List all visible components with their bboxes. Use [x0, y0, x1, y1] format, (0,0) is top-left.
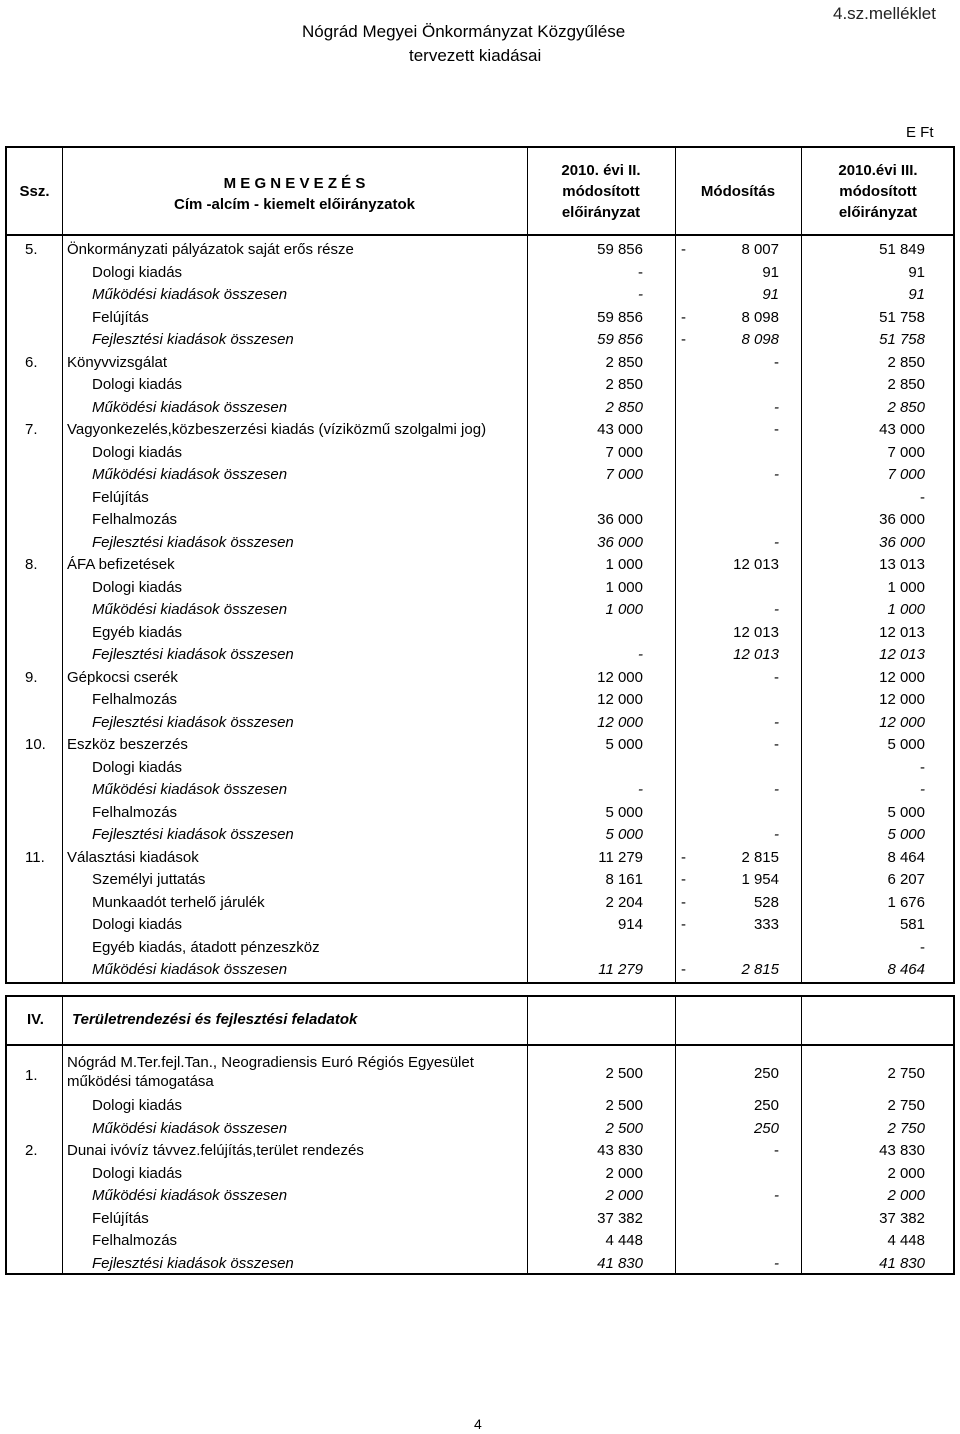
row-name: Választási kiadások [67, 848, 199, 866]
row-value-col3: 12 013 [879, 623, 925, 641]
row-value-col2: 2 815 [741, 961, 779, 978]
row-value-col1: 2 850 [605, 353, 643, 371]
row-name: Fejlesztési kiadások összesen [92, 331, 294, 348]
table-row [7, 239, 953, 261]
document-title-line2: tervezett kiadásai [409, 46, 542, 65]
row-value-col3: 5 000 [887, 803, 925, 821]
table-row [7, 329, 953, 351]
row-value-col1: 59 856 [597, 241, 643, 258]
row-name: Felhalmozás [92, 1232, 178, 1249]
row-value-col2: - [774, 601, 779, 618]
row-value-col2: 1 954 [741, 871, 779, 888]
row-value-col3: 7 000 [887, 443, 925, 461]
table-row [7, 1118, 953, 1140]
row-value-col3: 2 850 [887, 353, 925, 371]
row-ssz: 2. [25, 1142, 38, 1159]
row-value-col3: 12 000 [879, 691, 925, 708]
row-name: Dologi kiadás [92, 263, 183, 281]
row-name: Dologi kiadás [92, 1164, 183, 1182]
row-name: Dologi kiadás [92, 916, 183, 933]
row-name: ÁFA befizetések [67, 556, 175, 573]
row-value-col3: 36 000 [879, 511, 925, 528]
row-value-col2: 91 [762, 286, 779, 303]
row-value-col3: 51 849 [879, 241, 925, 258]
row-name: Dologi kiadás [92, 443, 183, 461]
row-value-col2: 12 013 [733, 646, 779, 663]
row-name: Felhalmozás [92, 511, 178, 528]
row-value-col3: 8 464 [887, 848, 925, 866]
table-row [7, 914, 953, 936]
row-value-col2: - [774, 1187, 779, 1204]
table-row [7, 397, 953, 419]
row-value-col2: 8 098 [741, 308, 779, 326]
row-value-col1: 2 850 [605, 376, 643, 393]
row-name: Működési kiadások összesen [92, 286, 288, 303]
row-value-col3: 2 750 [887, 1119, 925, 1137]
row-value-col1: 7 000 [605, 466, 643, 483]
row-name: Fejlesztési kiadások összesen [92, 713, 294, 731]
table-row [7, 802, 953, 824]
row-name: Működési kiadások összesen [92, 1119, 288, 1137]
row-value-col1: 11 279 [598, 848, 643, 866]
row-value-col1: 41 830 [597, 1254, 643, 1272]
unit-label: E Ft [906, 124, 934, 141]
row-value-col1: 4 448 [605, 1232, 643, 1249]
section2-roman: IV. [27, 1011, 44, 1028]
header-name: M E G N E V E Z É S Cím -alcím - kiemelt előirányzatok [174, 175, 415, 213]
row-value-col3: 2 000 [887, 1187, 925, 1204]
page-number: 4 [474, 1416, 482, 1432]
row-name: Fejlesztési kiadások összesen [92, 533, 294, 551]
row-sign: - [681, 241, 686, 258]
header-col3: 2010.évi III. módosított előirányzat [838, 162, 918, 221]
row-value-col2: - [774, 736, 779, 753]
row-sign: - [681, 848, 686, 866]
row-value-col2: 528 [753, 893, 779, 911]
row-name: Felújítás [92, 1209, 149, 1227]
row-value-col3: 12 000 [879, 668, 925, 686]
table-row [7, 757, 953, 779]
row-value-col1: 59 856 [597, 331, 643, 348]
row-value-col3: 41 830 [879, 1254, 925, 1272]
row-value-col2: - [774, 826, 779, 843]
row-ssz: 11. [25, 848, 45, 866]
row-value-col1: 2 500 [605, 1065, 643, 1082]
row-value-col1: 2 204 [605, 893, 643, 911]
table-row [7, 892, 953, 914]
table-row [7, 442, 953, 464]
row-ssz: 8. [25, 556, 38, 573]
row-value-col2: - [774, 1142, 779, 1159]
row-value-col2: - [774, 466, 779, 483]
header-col1: 2010. évi II. módosított előirányzat [561, 162, 641, 221]
row-value-col1: 7 000 [605, 443, 643, 461]
row-value-col3: - [920, 781, 925, 798]
row-value-col3: 8 464 [887, 961, 925, 978]
table-row [7, 622, 953, 644]
row-name: Működési kiadások összesen [92, 961, 288, 978]
table-row [7, 1253, 953, 1275]
row-value-col3: 36 000 [879, 533, 925, 551]
row-value-col3: 43 000 [879, 421, 925, 438]
row-name: Személyi juttatás [92, 871, 206, 888]
row-value-col2: 2 815 [741, 848, 779, 866]
row-value-col3: - [920, 758, 925, 776]
row-value-col1: - [638, 263, 643, 281]
table-row [7, 599, 953, 621]
row-value-col1: 11 279 [598, 961, 643, 978]
row-value-col1: - [638, 286, 643, 303]
row-value-col3: 2 000 [887, 1164, 925, 1182]
row-value-col1: - [638, 646, 643, 663]
row-value-col2: - [774, 781, 779, 798]
row-value-col1: 5 000 [605, 803, 643, 821]
row-value-col1: 36 000 [597, 533, 643, 551]
table-row [7, 262, 953, 284]
row-name: Fejlesztési kiadások összesen [92, 646, 294, 663]
row-sign: - [681, 961, 686, 978]
table-row [7, 307, 953, 329]
row-value-col3: 6 207 [887, 871, 925, 888]
row-value-col1: 5 000 [605, 736, 643, 753]
row-sign: - [681, 916, 686, 933]
row-ssz: 1. [25, 1067, 38, 1084]
row-value-col2: 333 [753, 916, 779, 933]
table-row [7, 374, 953, 396]
row-value-col2: 8 007 [741, 241, 779, 258]
row-name: Működési kiadások összesen [92, 466, 288, 483]
row-value-col1: 59 856 [597, 308, 643, 326]
row-ssz: 5. [25, 241, 38, 258]
row-value-col3: 51 758 [879, 308, 925, 326]
row-value-col1: 2 500 [605, 1119, 643, 1137]
row-ssz: 9. [25, 668, 38, 686]
table-row [7, 937, 953, 959]
row-name: Felújítás [92, 488, 149, 506]
row-name: Könyvvizsgálat [67, 353, 168, 371]
table-row [7, 1163, 953, 1185]
row-name: Egyéb kiadás, átadott pénzeszköz [92, 938, 320, 956]
table-row [7, 464, 953, 486]
row-value-col1: 5 000 [605, 826, 643, 843]
row-name: Felhalmozás [92, 803, 178, 821]
table-row [7, 824, 953, 846]
row-value-col1: 12 000 [597, 668, 643, 686]
row-name: Működési kiadások összesen [92, 398, 288, 416]
table-row [7, 577, 953, 599]
row-value-col2: 8 098 [741, 331, 779, 348]
table-row [7, 1230, 953, 1252]
document-title-line1: Nógrád Megyei Önkormányzat Közgyűlése [302, 22, 626, 41]
row-name: Működési kiadások összesen [92, 601, 288, 618]
row-value-col3: 51 758 [879, 331, 925, 348]
row-value-col3: 13 013 [879, 556, 925, 573]
row-ssz: 7. [25, 421, 38, 438]
row-ssz: 6. [25, 353, 38, 371]
row-value-col3: 581 [899, 916, 925, 933]
row-value-col1: 37 382 [597, 1209, 643, 1227]
table-row [7, 1053, 953, 1095]
row-name: Dologi kiadás [92, 1097, 183, 1114]
table-row [7, 959, 953, 981]
table-row [7, 1208, 953, 1230]
header-col2: Módosítás [700, 183, 776, 200]
table-row [7, 554, 953, 576]
row-ssz: 10. [25, 736, 46, 753]
row-value-col3: 91 [908, 286, 925, 303]
budget-table [5, 146, 955, 984]
row-name: Felújítás [92, 308, 149, 326]
row-value-col2: 250 [753, 1065, 779, 1082]
row-value-col1: 8 161 [605, 871, 643, 888]
row-value-col1: 1 000 [605, 601, 643, 618]
row-value-col1: 36 000 [597, 511, 643, 528]
row-value-col2: 91 [762, 263, 779, 281]
row-value-col2: 250 [753, 1119, 779, 1137]
table-row [7, 779, 953, 801]
row-value-col2: 12 013 [733, 556, 779, 573]
table-row [7, 509, 953, 531]
annex-label: 4.sz.melléklet [833, 4, 936, 23]
row-value-col3: 2 850 [887, 398, 925, 416]
table-row [7, 1140, 953, 1162]
row-name: Nógrád M.Ter.fejl.Tan., Neogradiensis Euró Régiós Egyesület működési támogatása [67, 1054, 474, 1090]
section2-table [5, 995, 955, 1275]
row-name: Dologi kiadás [92, 578, 183, 596]
row-name: Fejlesztési kiadások összesen [92, 826, 294, 843]
table-row [7, 352, 953, 374]
row-name: Működési kiadások összesen [92, 1187, 288, 1204]
row-value-col3: 4 448 [887, 1232, 925, 1249]
row-sign: - [681, 893, 686, 911]
row-value-col1: 2 850 [605, 398, 643, 416]
row-value-col1: 43 000 [597, 421, 643, 438]
row-value-col3: 1 676 [887, 893, 925, 911]
table-row [7, 644, 953, 666]
row-value-col3: 43 830 [879, 1142, 925, 1159]
row-value-col2: - [774, 1254, 779, 1272]
row-name: Munkaadót terhelő járulék [92, 893, 265, 911]
row-name: Vagyonkezelés,közbeszerzési kiadás (víziközmű szolgalmi jog) [67, 421, 487, 438]
row-name: Dologi kiadás [92, 376, 183, 393]
row-sign: - [681, 871, 686, 888]
row-value-col2: 250 [753, 1097, 779, 1114]
row-value-col1: 12 000 [597, 713, 643, 731]
row-value-col3: 91 [908, 263, 925, 281]
row-name: Dologi kiadás [92, 758, 183, 776]
row-name: Dunai ivóvíz távvez.felújítás,terület rendezés [67, 1142, 364, 1159]
row-value-col3: 12 000 [879, 713, 925, 731]
row-value-col2: - [774, 421, 779, 438]
row-name: Működési kiadások összesen [92, 781, 288, 798]
row-value-col1: 43 830 [597, 1142, 643, 1159]
row-value-col2: - [774, 668, 779, 686]
row-value-col1: 12 000 [597, 691, 643, 708]
table-row [7, 667, 953, 689]
table-row [7, 284, 953, 306]
row-value-col2: - [774, 533, 779, 551]
row-value-col3: - [920, 488, 925, 506]
table-row [7, 712, 953, 734]
table-row [7, 869, 953, 891]
table-row [7, 487, 953, 509]
row-value-col3: 5 000 [887, 736, 925, 753]
row-value-col3: 2 750 [887, 1097, 925, 1114]
table-row [7, 1095, 953, 1117]
row-value-col3: 1 000 [887, 578, 925, 596]
section2-title: Területrendezési és fejlesztési feladatok [72, 1011, 358, 1028]
row-name: Önkormányzati pályázatok saját erős része [67, 241, 354, 258]
table-row [7, 419, 953, 441]
row-name: Fejlesztési kiadások összesen [92, 1254, 294, 1272]
table-row [7, 689, 953, 711]
row-name: Egyéb kiadás [92, 623, 183, 641]
row-value-col2: - [774, 353, 779, 371]
row-sign: - [681, 308, 686, 326]
row-value-col1: 2 500 [605, 1097, 643, 1114]
row-value-col3: 12 013 [879, 646, 925, 663]
row-name: Gépkocsi cserék [67, 668, 178, 686]
table-row [7, 532, 953, 554]
row-value-col1: 2 000 [605, 1187, 643, 1204]
row-value-col1: 914 [617, 916, 643, 933]
row-name: Eszköz beszerzés [67, 736, 188, 753]
row-value-col1: - [638, 781, 643, 798]
row-value-col3: 1 000 [887, 601, 925, 618]
row-value-col3: 7 000 [887, 466, 925, 483]
row-value-col3: 37 382 [879, 1209, 925, 1227]
row-sign: - [681, 331, 686, 348]
table-row [7, 734, 953, 756]
row-value-col2: 12 013 [733, 623, 779, 641]
row-value-col1: 1 000 [605, 556, 643, 573]
table-row [7, 1185, 953, 1207]
header-ssz: Ssz. [19, 183, 50, 200]
row-value-col3: 2 850 [887, 376, 925, 393]
row-value-col1: 1 000 [605, 578, 643, 596]
row-value-col1: 2 000 [605, 1164, 643, 1182]
row-value-col3: - [920, 938, 925, 956]
row-value-col2: - [774, 713, 779, 731]
row-value-col2: - [774, 398, 779, 416]
table-row [7, 847, 953, 869]
row-value-col3: 5 000 [887, 826, 925, 843]
row-name: Felhalmozás [92, 691, 178, 708]
row-value-col3: 2 750 [887, 1065, 925, 1082]
